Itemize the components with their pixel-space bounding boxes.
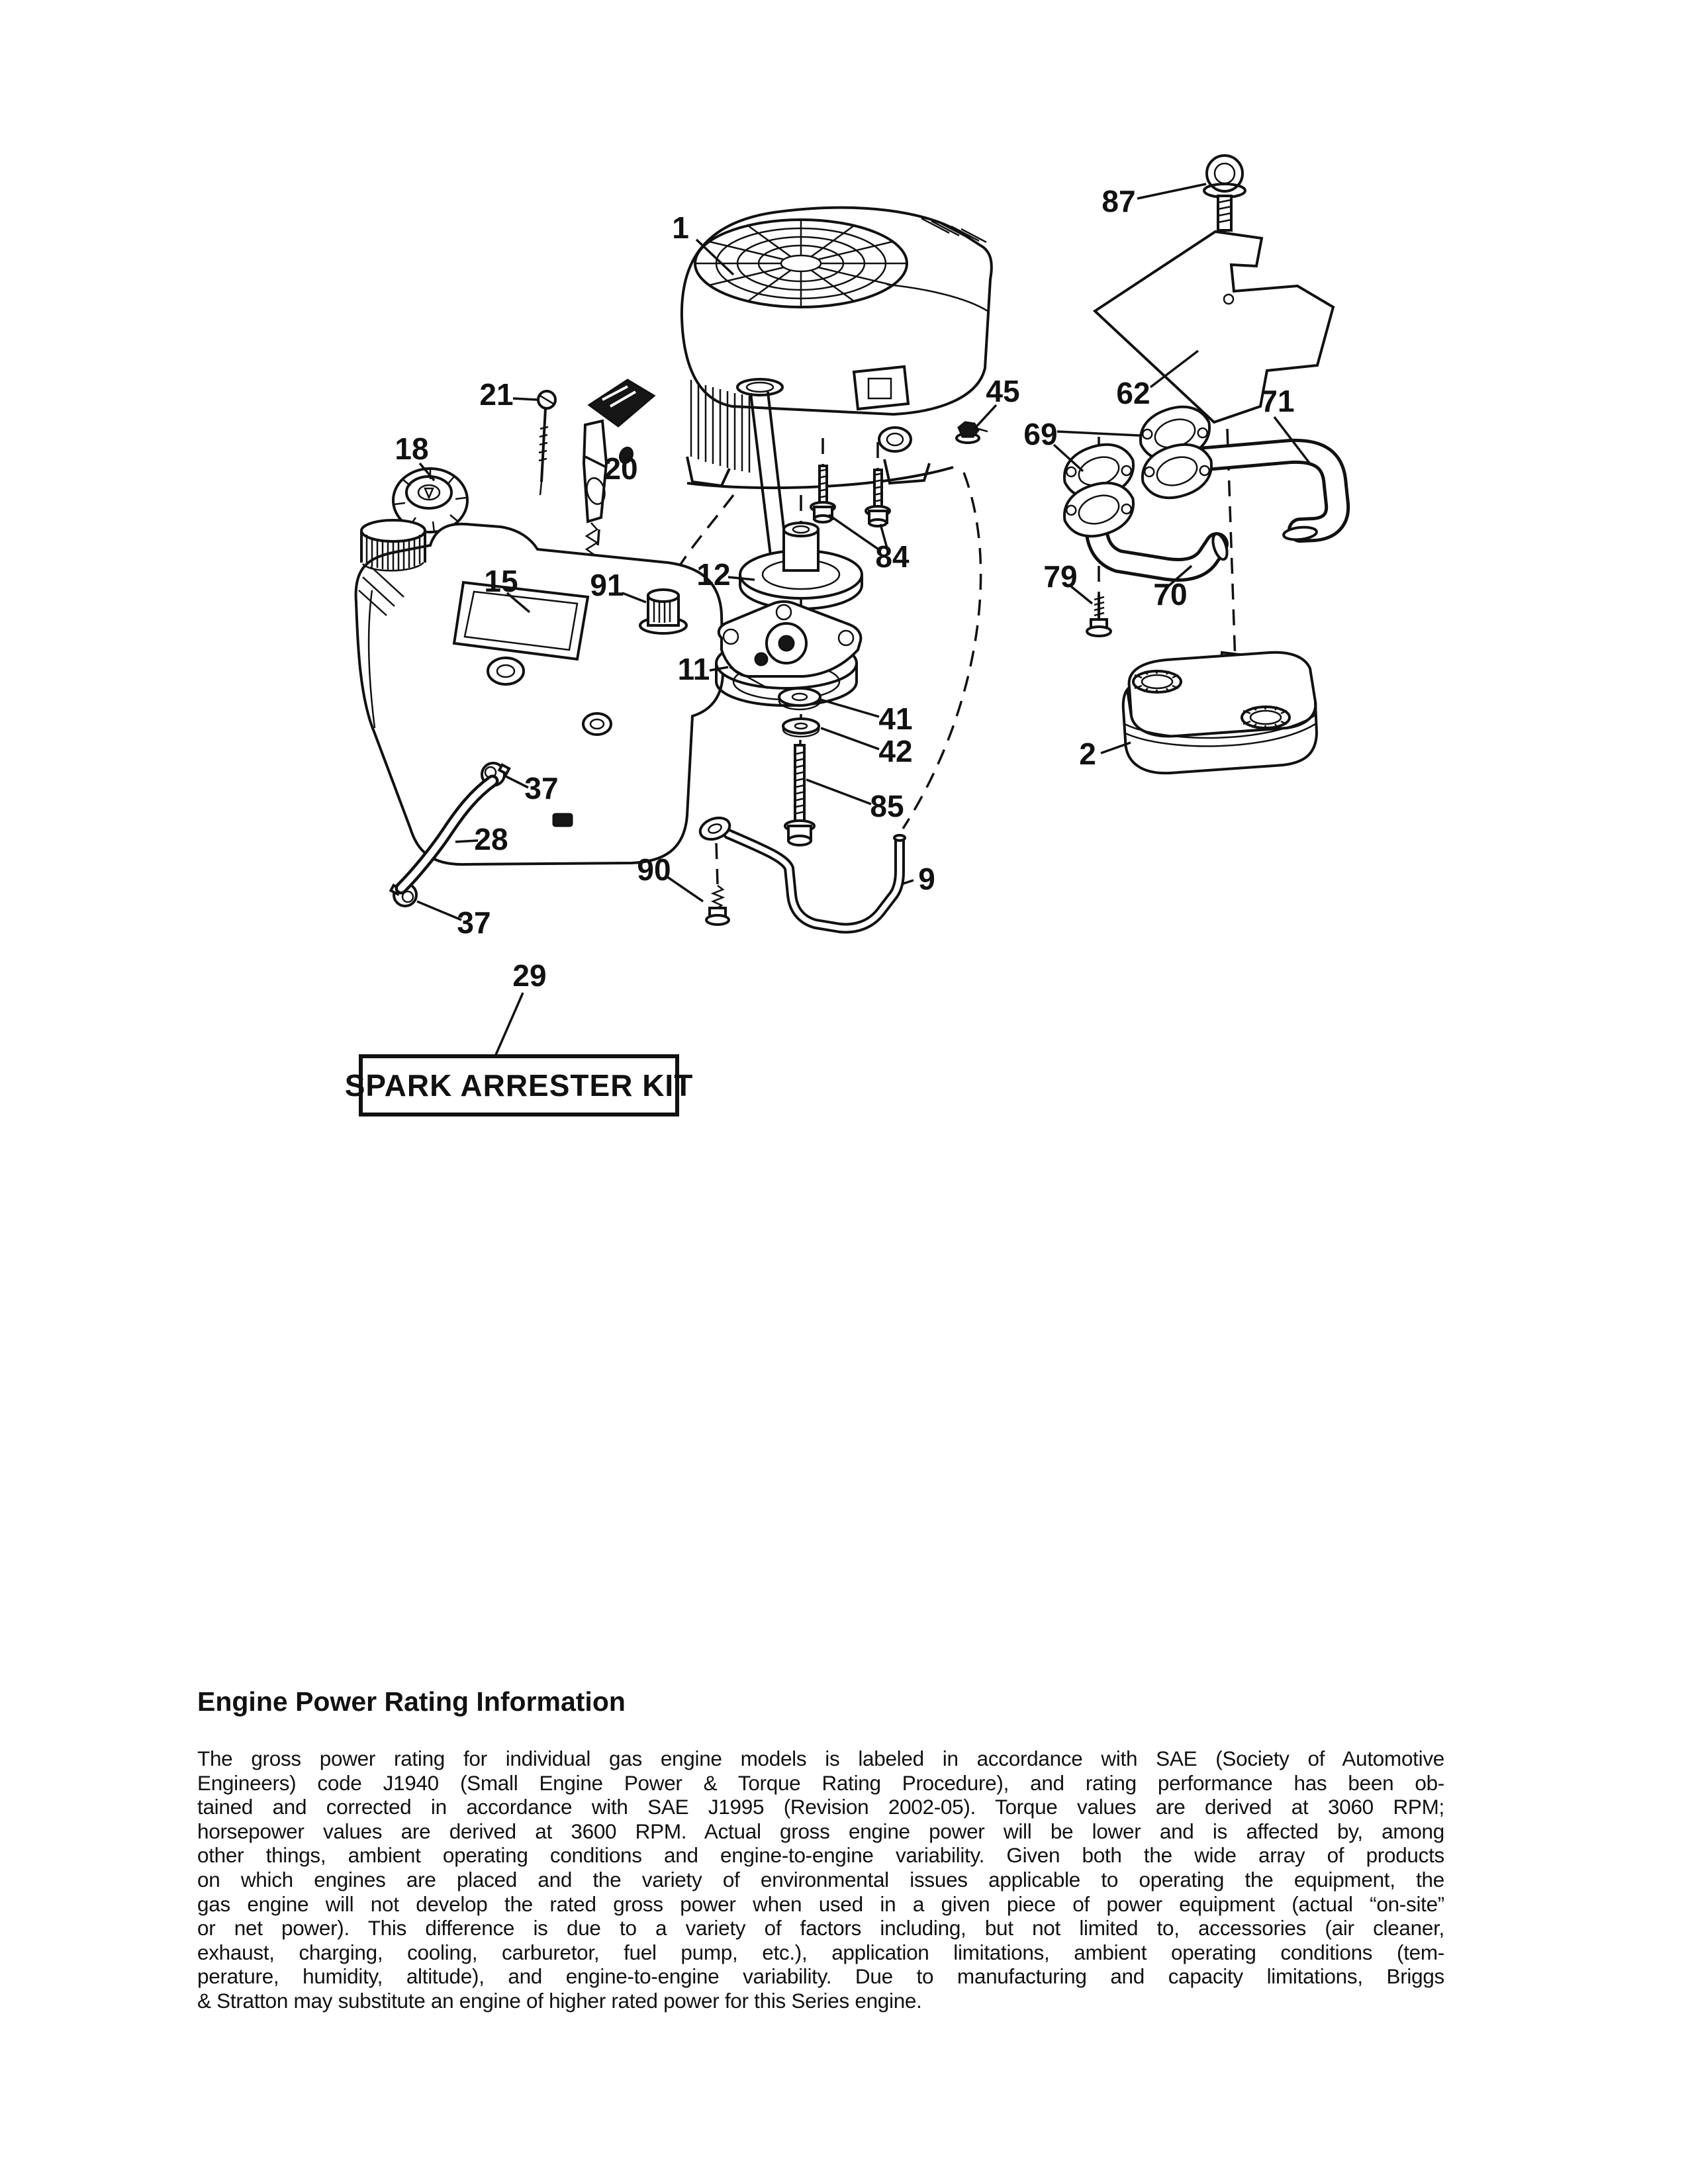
pulley-12-art <box>740 523 862 609</box>
callout-leader-42 <box>821 728 879 749</box>
callout-11: 11 <box>677 652 710 687</box>
muffler-outlet-ring <box>1242 706 1289 729</box>
carburetor-detail <box>854 367 908 409</box>
section-heading: Engine Power Rating Information <box>197 1686 626 1717</box>
callout-1: 1 <box>672 210 689 246</box>
callout-90: 90 <box>637 852 671 887</box>
callout-leader-29 <box>495 993 523 1056</box>
washer-42-art <box>783 719 819 737</box>
bolt-90-art <box>706 886 729 925</box>
oil-fill-cap <box>737 379 782 395</box>
fuel-tank-15-art <box>356 520 724 864</box>
callout-2: 2 <box>1079 737 1096 772</box>
filler-neck <box>361 520 425 541</box>
spark-arrester-kit-box <box>345 1056 694 1115</box>
nut-45-art <box>957 422 988 443</box>
callout-37: 37 <box>524 771 559 806</box>
info-paragraph-line: exhaust, charging, cooling, carburetor, fuel pump, etc.), application limitations, ambient operating conditions (tem- <box>197 1940 1444 1964</box>
engine-power-rating-section <box>197 1686 1444 2013</box>
callout-45: 45 <box>986 374 1020 409</box>
callout-84: 84 <box>875 539 910 574</box>
callout-9: 9 <box>918 862 935 897</box>
callout-41: 41 <box>878 702 913 737</box>
callout-leader-37 <box>417 901 461 920</box>
info-paragraph-line: horsepower values are derived at 3600 RPM. Actual gross engine power will be lower and is affected by, among <box>197 1819 1444 1843</box>
bolt-85-art <box>785 745 814 845</box>
callout-leader-90 <box>667 877 703 901</box>
callout-18: 18 <box>395 432 429 467</box>
callout-91: 91 <box>590 568 624 603</box>
callout-37: 37 <box>457 905 491 940</box>
callout-15: 15 <box>484 564 518 599</box>
bolt-79-art <box>1087 594 1111 636</box>
info-paragraph-line: gas engine will not develop the rated gross power when used in a given piece of power equipment (actual “on-site” <box>197 1891 1444 1916</box>
info-paragraph-line: on which engines are placed and the variety of environmental issues applicable to operating the equipment, the <box>197 1867 1444 1891</box>
callout-leader-87 <box>1137 184 1206 199</box>
screw-21-art <box>538 391 555 495</box>
bolt-87-art <box>1204 156 1245 230</box>
exhaust-pipe-71-art <box>1190 444 1337 541</box>
engine-assembly-art <box>682 208 992 581</box>
callout-71: 71 <box>1260 384 1295 419</box>
info-paragraph <box>197 1747 1444 2013</box>
callout-70: 70 <box>1153 577 1188 612</box>
bushing-91-art <box>640 590 686 633</box>
callout-62: 62 <box>1116 376 1150 411</box>
callout-20: 20 <box>604 451 638 486</box>
info-paragraph-line: or net power). This difference is due to a variety of factors including, but not limited to, accessories (air cleaner, <box>197 1916 1444 1940</box>
callout-29: 29 <box>512 958 547 993</box>
callout-leader-21 <box>513 398 538 400</box>
info-paragraph-line: & Stratton may substitute an engine of higher rated power for this Series engine. <box>197 1988 922 2013</box>
muffler-2-art <box>1123 653 1317 773</box>
callout-87: 87 <box>1102 184 1136 219</box>
exhaust-port <box>879 428 911 451</box>
info-paragraph-line: tained and corrected in accordance with SAE J1995 (Revision 2002-05). Torque values are derived at 3060 RPM; <box>197 1795 1444 1819</box>
callout-leader-69 <box>1057 432 1140 435</box>
spark-arrester-kit-label: SPARK ARRESTER KIT <box>344 1068 694 1103</box>
info-paragraph-line: The gross power rating for individual gas engine models is labeled in accordance with SAE (Society of Automotive <box>197 1747 1444 1770</box>
info-paragraph-line: perature, humidity, altitude), and engine-to-engine variability. Due to manufacturing and capacity limitations, Briggs <box>197 1964 1444 1989</box>
info-paragraph-line: other things, ambient operating conditions and engine-to-engine variability. Given both the wide array of products <box>197 1843 1444 1868</box>
callout-79: 79 <box>1043 559 1078 594</box>
callout-12: 12 <box>696 557 731 592</box>
callout-21: 21 <box>479 377 514 412</box>
callout-leader-45 <box>973 405 996 430</box>
callout-69: 69 <box>1023 417 1058 452</box>
callout-42: 42 <box>878 734 913 769</box>
gaskets-69-art <box>1057 398 1219 545</box>
info-paragraph-line: Engineers) code J1940 (Small Engine Power & Torque Rating Procedure), and rating performance has been ob- <box>197 1770 1444 1795</box>
bolts-84-art <box>811 466 890 526</box>
callout-leader-41 <box>818 699 879 717</box>
callout-85: 85 <box>870 789 904 824</box>
muffler-inlet-ring <box>1133 670 1181 693</box>
callout-leader-85 <box>806 780 871 804</box>
washer-41-art <box>779 688 820 709</box>
callout-28: 28 <box>474 822 508 857</box>
